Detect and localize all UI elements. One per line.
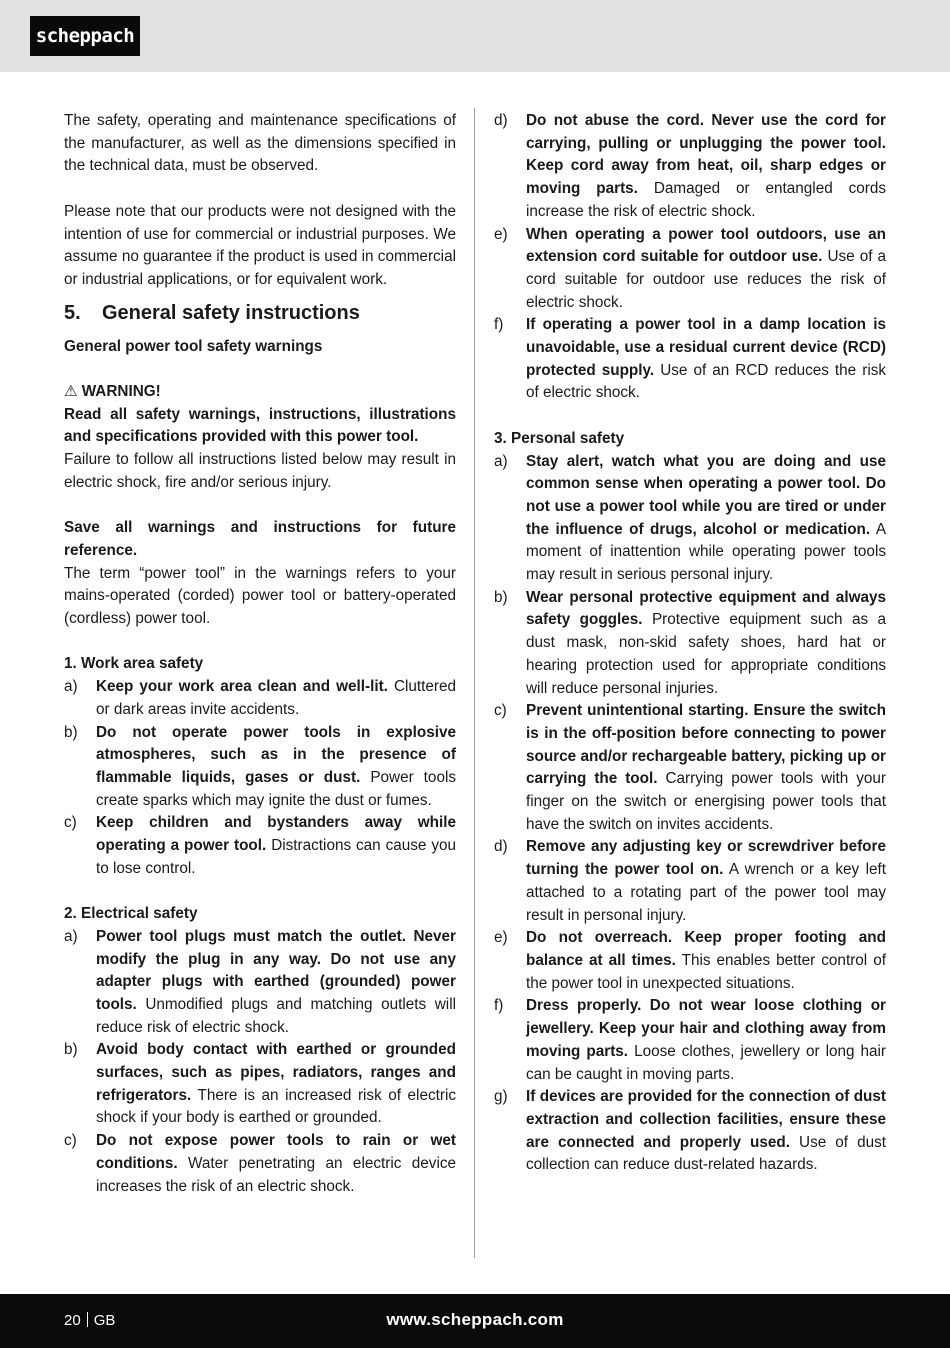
column-divider: [474, 108, 475, 1258]
list-item: [64, 676, 456, 721]
subheading: General power tool safety warnings: [64, 337, 323, 355]
item-text: [96, 676, 456, 721]
item-explanation: A moment of inattention while operating power tools may result in serious personal injury.: [526, 520, 887, 584]
item-label: d): [494, 838, 508, 856]
power-tool-definition: The term “power tool” in the warnings refers to your mains-operated (corded) power tool or battery-operated (cordless) power tool.: [64, 564, 456, 628]
intro-paragraph: The safety, operating and maintenance specifications of the manufacturer, as well as the dimensions specified in the technical data, must be observed.: [64, 112, 456, 175]
list-item: [494, 451, 886, 587]
save-instructions-bold: Save all warnings and instructions for future reference.: [64, 519, 456, 559]
section-title: General safety instructions: [102, 301, 360, 324]
list-item: [494, 995, 886, 1086]
item-text: [526, 451, 886, 587]
item-bold-text: Avoid body contact with earthed or grounded surfaces, such as pipes, radiators, ranges and refrigerators.: [96, 1041, 456, 1104]
item-explanation: Damaged or entangled cords increase the risk of electric shock.: [526, 180, 887, 220]
website-link[interactable]: www.scheppach.com: [386, 1310, 564, 1329]
work-area-heading: 1. Work area safety: [64, 655, 204, 673]
list-item: [64, 812, 456, 880]
section-heading: [64, 300, 456, 326]
item-explanation: A wrench or a key left attached to a rotating part of the power tool may result in personal injury.: [526, 861, 886, 924]
list-item: [494, 110, 886, 224]
item-text: [526, 224, 886, 315]
item-label: c): [494, 702, 507, 720]
footer-bar: [0, 1294, 950, 1348]
item-explanation: Carrying power tools with your finger on the switch or energising power tools that have the switch on invites accidents.: [526, 770, 886, 833]
item-bold-text: Power tool plugs must match the outlet. Never modify the plug in any way. Do not use any adapter plugs with earthed (grounded) power tools.: [96, 927, 456, 1013]
list-item: [494, 927, 886, 995]
list-item: [494, 587, 886, 701]
item-bold-text: Dress properly. Do not wear loose clothing or jewellery. Keep your hair and clothing away from moving parts.: [526, 997, 886, 1060]
list-item: [64, 926, 456, 1040]
item-text: [96, 1130, 456, 1198]
item-text: [526, 927, 886, 995]
item-bold-text: Do not overreach. Keep proper footing and balance at all times.: [526, 929, 886, 969]
item-label: b): [64, 723, 78, 741]
item-explanation: Water penetrating an electric device increases the risk of an electric shock.: [96, 1154, 456, 1195]
item-label: f): [494, 316, 504, 334]
electrical-continued-list: [494, 110, 886, 405]
item-label: d): [494, 112, 508, 129]
item-label: b): [64, 1041, 78, 1059]
item-text: [526, 836, 886, 927]
item-explanation: Distractions can cause you to lose control.: [96, 837, 456, 877]
item-text: [526, 700, 886, 836]
section-number: 5.: [64, 301, 81, 324]
item-text: [96, 926, 456, 1040]
item-text: [96, 812, 456, 880]
item-text: [526, 587, 886, 701]
item-text: [526, 110, 886, 224]
item-explanation: There is an increased risk of electric shock if your body is earthed or grounded.: [96, 1086, 456, 1127]
item-explanation: Use of a cord suitable for outdoor use reduces the risk of electric shock.: [526, 248, 887, 311]
item-label: e): [494, 929, 508, 947]
item-explanation: Unmodified plugs and matching outlets will reduce risk of electric shock.: [96, 995, 456, 1036]
item-bold-text: Remove any adjusting key or screwdriver before turning the power tool on.: [526, 838, 886, 879]
electrical-heading: 2. Electrical safety: [64, 905, 198, 923]
item-bold-text: Do not operate power tools in explosive atmospheres, such as in the presence of flammable liquids, gases or dust.: [96, 723, 456, 786]
item-text: [96, 1039, 456, 1130]
list-item: [494, 700, 886, 836]
electrical-list: [64, 926, 456, 1198]
item-bold-text: Do not expose power tools to rain or wet conditions.: [96, 1132, 456, 1172]
item-label: b): [494, 588, 508, 606]
item-bold-text: If operating a power tool in a damp location is unavoidable, use a residual current device (RCD) protected supply.: [526, 316, 886, 379]
item-explanation: Use of an RCD reduces the risk of electric shock.: [526, 361, 887, 402]
item-bold-text: When operating a power tool outdoors, use an extension cord suitable for outdoor use.: [526, 225, 886, 266]
brand-logo: scheppach: [30, 16, 140, 56]
item-text: [96, 722, 456, 813]
personal-safety-heading: 3. Personal safety: [494, 429, 625, 447]
page-number: 20: [64, 1312, 81, 1329]
item-label: a): [64, 927, 78, 945]
item-bold-text: Prevent unintentional starting. Ensure the switch is in the off-position before connecting to power source and/or rechargeable battery, picking up or carrying the tool.: [526, 702, 886, 788]
personal-safety-list: [494, 451, 886, 1178]
item-explanation: Use of dust collection can reduce dust-related hazards.: [526, 1133, 887, 1174]
item-text: [526, 995, 886, 1086]
item-label: a): [494, 452, 508, 470]
item-explanation: Power tools create sparks which may ignite the dust or fumes.: [96, 768, 456, 809]
item-explanation: This enables better control of the power tool in unexpected situations.: [526, 952, 886, 992]
list-item: [494, 224, 886, 315]
left-column: [64, 110, 456, 1198]
item-explanation: Loose clothes, jewellery or long hair can be caught in moving parts.: [526, 1042, 887, 1083]
item-text: [526, 1086, 886, 1177]
item-bold-text: Keep your work area clean and well-lit.: [96, 678, 388, 696]
header-bar: [0, 0, 950, 72]
list-item: [64, 722, 456, 813]
warning-heading: [64, 381, 456, 404]
item-text: [526, 314, 886, 405]
commercial-use-note: Please note that our products were not designed with the intention of use for commercial or industrial purposes. We assume no guarantee if the product is used in commercial or industrial applications, or for equivalent work.: [64, 202, 456, 288]
right-column: [494, 110, 886, 1177]
item-label: a): [64, 678, 78, 696]
item-bold-text: Keep children and bystanders away while operating a power tool.: [96, 814, 456, 855]
work-area-list: [64, 676, 456, 880]
item-label: g): [494, 1088, 508, 1106]
language-code: GB: [93, 1312, 116, 1329]
warning-text: Failure to follow all instructions listed below may result in electric shock, fire and/or serious injury.: [64, 451, 456, 491]
item-label: e): [494, 225, 508, 243]
item-explanation: Protective equipment such as a dust mask, non-skid safety shoes, hard hat or hearing protection used for appropriate conditions will reduce personal injuries.: [526, 611, 887, 697]
list-item: [64, 1130, 456, 1198]
list-item: [64, 1039, 456, 1130]
warning-label: WARNING!: [81, 383, 161, 400]
list-item: [494, 836, 886, 927]
item-bold-text: Stay alert, watch what you are doing and use common sense when operating a power tool. Do not use a power tool while you are tired or under the influence of drugs, alcohol or medication.: [526, 452, 886, 538]
item-label: c): [64, 814, 77, 832]
warning-triangle-icon: ⚠: [64, 383, 78, 400]
item-bold-text: If devices are provided for the connection of dust extraction and collection facilities, ensure these are connected and properly used.: [526, 1088, 886, 1151]
item-label: f): [494, 997, 504, 1015]
list-item: [494, 1086, 886, 1177]
item-label: c): [64, 1132, 77, 1150]
list-item: [494, 314, 886, 405]
item-bold-text: Do not abuse the cord. Never use the cord for carrying, pulling or unplugging the power tool. Keep cord away from heat, oil, sharp edges or moving parts.: [526, 112, 886, 198]
item-bold-text: Wear personal protective equipment and always safety goggles.: [526, 588, 886, 629]
warning-bold-text: Read all safety warnings, instructions, illustrations and specifications provided with this power tool.: [64, 405, 456, 446]
item-explanation: Cluttered or dark areas invite accidents.: [96, 678, 457, 718]
